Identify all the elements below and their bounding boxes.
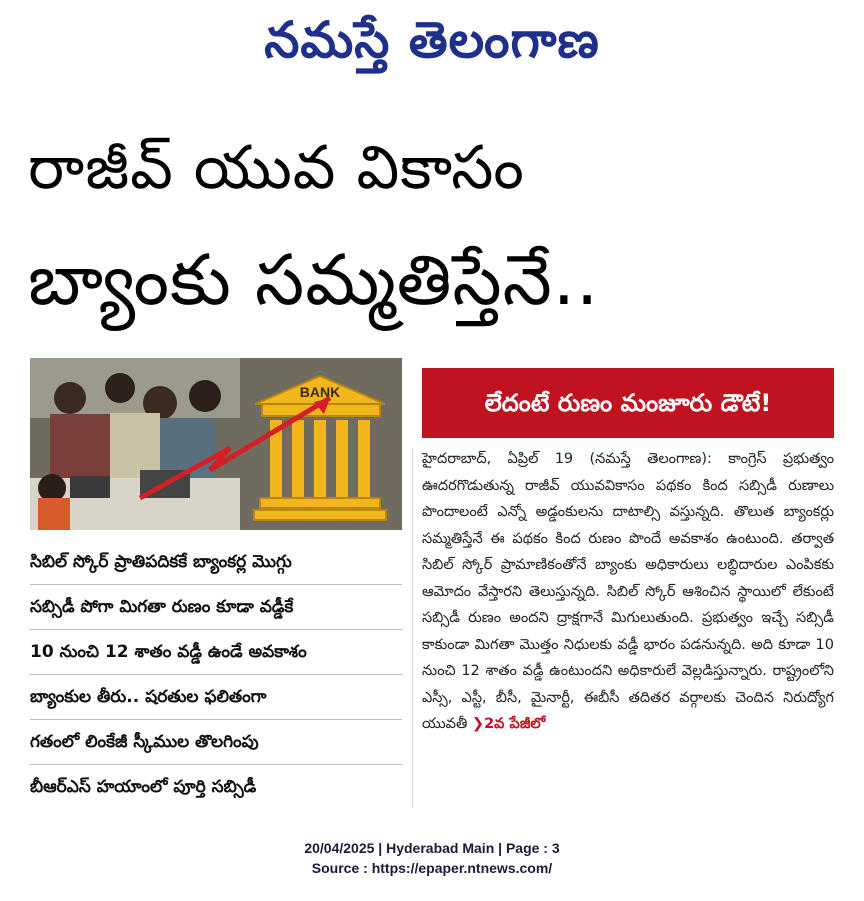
bullet-item: 10 నుంచి 12 శాతం వడ్డీ ఉండే అవకాశం	[30, 630, 402, 675]
subheadline-banner	[422, 368, 834, 438]
bullet-item: సిబిల్ స్కోర్ ప్రాతిపదికకే బ్యాంకర్ల మొగ్గు	[30, 540, 402, 585]
continued-label: 2వ పేజీలో	[484, 716, 546, 732]
article-text: హైదరాబాద్, ఏప్రిల్ 19 (నమస్తే తెలంగాణ): కాంగ్రెస్ ప్రభుత్వం ఊదరగొడుతున్న రాజీవ్ యువవికాసం పథకం కింద సబ్సిడీ రుణాలు పొందాలంటే ఎన్నో అడ్డంకులను దాటాల్సి వస్తున్నది. తొలుత బ్యాంకర్లు సమ్మతిస్తేనే ఈ పథకం కింద రుణం పొందే అవకాశం ఉంటుంది. తర్వాత సిబిల్ స్కోర్ ప్రామాణికంతోనే బ్యాంకు అధికారులు లబ్ధిదారుల ఎంపికకు ఆమోదం వేస్తారని తెలుస్తున్నది. సిబిల్ స్కోర్ ఆశించిన స్థాయిలో లేకుంటే సబ్సిడీ రుణం అందని ద్రాక్షగానే మిగులుతుంది. ప్రభుత్వం ఇచ్చే సబ్సిడీ కాకుండా మిగతా మొత్తం నిధులకు వడ్డీ భారం పడనున్నది. అది కూడా 10 నుంచి 12 శాతం వడ్డీ ఉంటుందని అధికారులే వెల్లడిస్తున్నారు. రాష్ట్రంలోని ఎస్సీ, ఎస్టీ, బీసీ, మైనార్టీ, ఈబీసీ తదితర వర్గాలకు చెందిన నిరుద్యోగ యువతీ	[422, 451, 834, 732]
bank-sign-text: BANK	[299, 384, 341, 400]
continued-arrow-icon: ❯	[471, 716, 485, 732]
article-body	[422, 446, 834, 738]
masthead-logo: నమస్తే తెలంగాణ	[264, 10, 600, 69]
column-divider	[412, 448, 413, 808]
bullet-item: గతంలో లింకేజీ స్కీముల తొలగింపు	[30, 720, 402, 765]
subheadline-text: లేదంటే రుణం మంజూరు డౌటే!	[484, 389, 772, 417]
footer-edition-info: 20/04/2025 | Hyderabad Main | Page : 3	[304, 840, 560, 856]
bullet-item: బీఆర్ఎస్ హయాంలో పూర్తి సబ్సిడీ	[30, 777, 257, 797]
bullet-list	[30, 540, 402, 809]
footer-source[interactable]: Source : https://epaper.ntnews.com/	[311, 860, 553, 876]
bank-illustration	[30, 358, 402, 530]
bullet-item: బ్యాంకుల తీరు.. షరతుల ఫలితంగా	[30, 675, 402, 720]
page-footer	[0, 838, 864, 878]
bullet-item: సబ్సిడీ పోగా మిగతా రుణం కూడా వడ్డీకే	[30, 585, 402, 630]
headline-line-2: బ్యాంకు సమ్మతిస్తేనే..	[28, 239, 600, 321]
news-photo	[30, 358, 402, 530]
headline-line-1: రాజీవ్ యువ వికాసం	[28, 133, 525, 203]
